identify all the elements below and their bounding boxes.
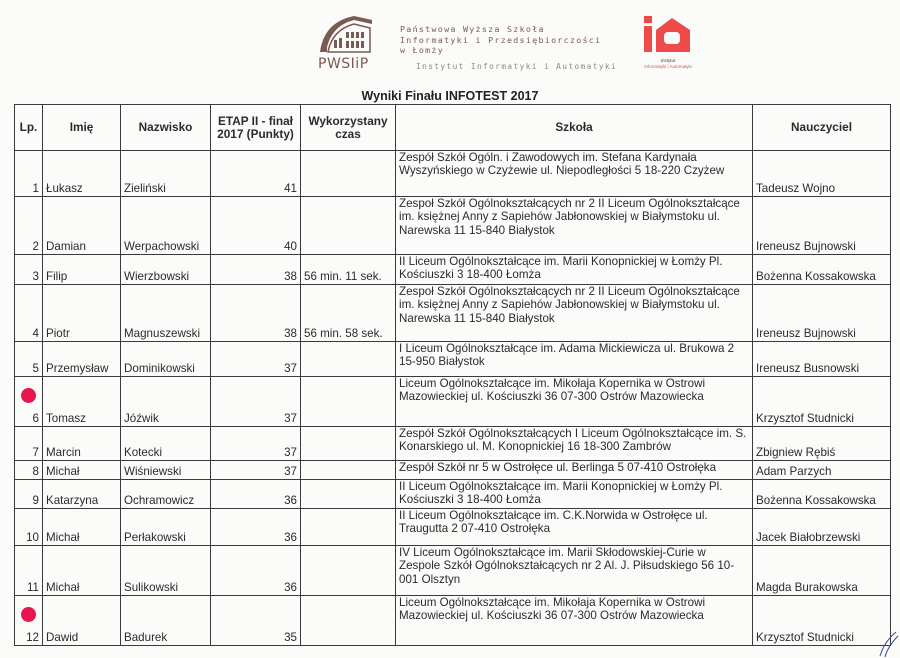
cell-nauczyciel: Magda Burakowska bbox=[753, 546, 891, 596]
cell-punkty: 36 bbox=[211, 546, 301, 596]
cell-imie: Damian bbox=[43, 197, 121, 255]
cell-nauczyciel: Tadeusz Wojno bbox=[753, 151, 891, 197]
cell-czas bbox=[301, 546, 396, 596]
ia-institute-logo-icon bbox=[640, 14, 694, 54]
cell-nauczyciel: Adam Parzych bbox=[753, 461, 891, 480]
cell-nazwisko: Sulikowski bbox=[121, 546, 211, 596]
cell-czas bbox=[301, 151, 396, 197]
table-header-row bbox=[15, 105, 891, 151]
cell-szkola: II Liceum Ogólnokształcące im. Marii Konopnickiej w Łomży Pl. Kościuszki 3 18-400 Łomża bbox=[396, 480, 753, 509]
cell-nazwisko: Jóźwik bbox=[121, 377, 211, 427]
column-header-lp: Lp. bbox=[15, 105, 43, 151]
cell-szkola: Zespół Szkół Ogólnokształcących I Liceum Ogólnokształcące im. S. Konarskiego ul. M. Konopnickiej 16 18-300 Zambrów bbox=[396, 427, 753, 461]
university-name bbox=[400, 24, 601, 56]
table-row bbox=[15, 197, 891, 255]
cell-imie: Łukasz bbox=[43, 151, 121, 197]
cell-lp: 7 bbox=[15, 427, 43, 461]
letterhead bbox=[0, 0, 900, 90]
highlight-marker-dot bbox=[21, 607, 36, 622]
column-header-nauczyciel: Nauczyciel bbox=[753, 105, 891, 151]
cell-lp: 12 bbox=[15, 596, 43, 646]
column-header-nazwisko: Nazwisko bbox=[121, 105, 211, 151]
cell-nazwisko: Dominikowski bbox=[121, 342, 211, 377]
cell-imie: Piotr bbox=[43, 285, 121, 342]
table-row bbox=[15, 427, 891, 461]
cell-imie: Marcin bbox=[43, 427, 121, 461]
cell-imie: Tomasz bbox=[43, 377, 121, 427]
cell-czas: 56 min. 11 sek. bbox=[301, 255, 396, 285]
results-table bbox=[14, 104, 891, 646]
signature-stroke-icon bbox=[876, 628, 900, 658]
cell-nazwisko: Perłakowski bbox=[121, 509, 211, 546]
cell-nazwisko: Magnuszewski bbox=[121, 285, 211, 342]
table-row bbox=[15, 377, 891, 427]
cell-szkola: II Liceum Ogólnokształcące im. Marii Konopnickiej w Łomży Pl. Kościuszki 3 18-400 Łomża bbox=[396, 255, 753, 285]
cell-nauczyciel: Ireneusz Bujnowski bbox=[753, 197, 891, 255]
cell-punkty: 37 bbox=[211, 427, 301, 461]
table-row bbox=[15, 546, 891, 596]
cell-czas bbox=[301, 480, 396, 509]
column-header-punkty: ETAP II - finał 2017 (Punkty) bbox=[211, 105, 301, 151]
table-row bbox=[15, 461, 891, 480]
cell-punkty: 36 bbox=[211, 509, 301, 546]
cell-szkola: Zespół Szkół nr 5 w Ostrołęce ul. Berlinga 5 07-410 Ostrołęka bbox=[396, 461, 753, 480]
cell-nazwisko: Wiśniewski bbox=[121, 461, 211, 480]
table-row bbox=[15, 480, 891, 509]
cell-nazwisko: Zieliński bbox=[121, 151, 211, 197]
cell-lp: 6 bbox=[15, 377, 43, 427]
university-line: w Łomży bbox=[400, 45, 445, 55]
cell-szkola: II Liceum Ogólnokształcące im. C.K.Norwida w Ostrołęce ul. Traugutta 2 07-410 Ostrołęka bbox=[396, 509, 753, 546]
cell-nauczyciel: Zbigniew Rębiś bbox=[753, 427, 891, 461]
cell-punkty: 36 bbox=[211, 480, 301, 509]
cell-punkty: 38 bbox=[211, 255, 301, 285]
cell-nauczyciel: Ireneusz Bujnowski bbox=[753, 285, 891, 342]
cell-czas bbox=[301, 461, 396, 480]
table-row bbox=[15, 255, 891, 285]
cell-lp: 1 bbox=[15, 151, 43, 197]
cell-punkty: 35 bbox=[211, 596, 301, 646]
cell-lp: 10 bbox=[15, 509, 43, 546]
cell-czas bbox=[301, 377, 396, 427]
cell-lp: 8 bbox=[15, 461, 43, 480]
cell-lp: 5 bbox=[15, 342, 43, 377]
cell-imie: Michał bbox=[43, 461, 121, 480]
cell-szkola: IV Liceum Ogólnokształcące im. Marii Skłodowskiej-Curie w Zespole Szkół Ogólnokształcących nr 2 Al. J. Piłsudskiego 56 10-001 Olsztyn bbox=[396, 546, 753, 596]
cell-punkty: 40 bbox=[211, 197, 301, 255]
ia-logo-caption bbox=[628, 58, 708, 69]
cell-punkty: 38 bbox=[211, 285, 301, 342]
table-row bbox=[15, 285, 891, 342]
cell-czas: 56 min. 58 sek. bbox=[301, 285, 396, 342]
cell-nauczyciel: Krzysztof Studnicki bbox=[753, 596, 891, 646]
cell-nauczyciel: Ireneusz Busnowski bbox=[753, 342, 891, 377]
cell-szkola: Zespoł Szkół Ogólnokształcących nr 2 II Liceum Ogólnokształcące im. księżnej Anny z Sapiehów Jabłonowskiej w Białymstoku ul. Narewska 11 15-840 Białystok bbox=[396, 197, 753, 255]
cell-lp: 11 bbox=[15, 546, 43, 596]
cell-szkola: I Liceum Ogólnokształcące im. Adama Mickiewicza ul. Brukowa 2 15-950 Białystok bbox=[396, 342, 753, 377]
ia-caption-line: Informatyki i Automatyki bbox=[644, 63, 692, 69]
cell-nazwisko: Kotecki bbox=[121, 427, 211, 461]
table-row bbox=[15, 151, 891, 197]
cell-czas bbox=[301, 342, 396, 377]
cell-imie: Katarzyna bbox=[43, 480, 121, 509]
pwsip-logo-text: PWSIiP bbox=[318, 56, 369, 72]
cell-czas bbox=[301, 197, 396, 255]
institute-name: Instytut Informatyki i Automatyki bbox=[416, 62, 618, 71]
cell-imie: Dawid bbox=[43, 596, 121, 646]
cell-imie: Michał bbox=[43, 509, 121, 546]
cell-nazwisko: Werpachowski bbox=[121, 197, 211, 255]
column-header-szkola: Szkoła bbox=[396, 105, 753, 151]
cell-nazwisko: Wierzbowski bbox=[121, 255, 211, 285]
cell-szkola: Liceum Ogólnokształcące im. Mikołaja Kopernika w Ostrowi Mazowieckiej ul. Kościuszki 36 07-300 Ostrów Mazowiecka bbox=[396, 377, 753, 427]
cell-punkty: 37 bbox=[211, 461, 301, 480]
cell-czas bbox=[301, 509, 396, 546]
cell-szkola: Liceum Ogólnokształcące im. Mikołaja Kopernika w Ostrowi Mazowieckiej ul. Kościuszki 36 07-300 Ostrów Mazowiecka bbox=[396, 596, 753, 646]
cell-czas bbox=[301, 427, 396, 461]
column-header-imie: Imię bbox=[43, 105, 121, 151]
cell-nauczyciel: Bożenna Kossakowska bbox=[753, 255, 891, 285]
column-header-czas: Wykorzystany czas bbox=[301, 105, 396, 151]
cell-punkty: 41 bbox=[211, 151, 301, 197]
cell-nauczyciel: Jacek Białobrzewski bbox=[753, 509, 891, 546]
cell-imie: Przemysław bbox=[43, 342, 121, 377]
highlight-marker-dot bbox=[21, 388, 36, 403]
cell-imie: Michał bbox=[43, 546, 121, 596]
cell-lp: 9 bbox=[15, 480, 43, 509]
cell-lp: 4 bbox=[15, 285, 43, 342]
cell-szkola: Zespoł Szkół Ogólnokształcących nr 2 II Liceum Ogólnokształcące im. księżnej Anny z Sapiehów Jabłonowskiej w Białymstoku ul. Narewska 11 15-840 Białystok bbox=[396, 285, 753, 342]
cell-nauczyciel: Bożenna Kossakowska bbox=[753, 480, 891, 509]
table-row bbox=[15, 509, 891, 546]
cell-nazwisko: Badurek bbox=[121, 596, 211, 646]
university-line: Państwowa Wyższa Szkoła bbox=[400, 24, 545, 34]
table-row bbox=[15, 342, 891, 377]
cell-lp: 3 bbox=[15, 255, 43, 285]
cell-lp: 2 bbox=[15, 197, 43, 255]
university-line: Informatyki i Przedsiębiorczości bbox=[400, 34, 602, 45]
cell-nauczyciel: Krzysztof Studnicki bbox=[753, 377, 891, 427]
cell-czas bbox=[301, 596, 396, 646]
table-row bbox=[15, 596, 891, 646]
ia-caption-line: Instytut bbox=[660, 58, 676, 63]
cell-imie: Filip bbox=[43, 255, 121, 285]
cell-szkola: Zespół Szkół Ogóln. i Zawodowych im. Stefana Kardynała Wyszyńskiego w Czyżewie ul. Niepodległości 5 18-220 Czyżew bbox=[396, 151, 753, 197]
cell-nazwisko: Ochramowicz bbox=[121, 480, 211, 509]
cell-punkty: 37 bbox=[211, 342, 301, 377]
document-title: Wyniki Finału INFOTEST 2017 bbox=[361, 89, 539, 103]
cell-punkty: 37 bbox=[211, 377, 301, 427]
